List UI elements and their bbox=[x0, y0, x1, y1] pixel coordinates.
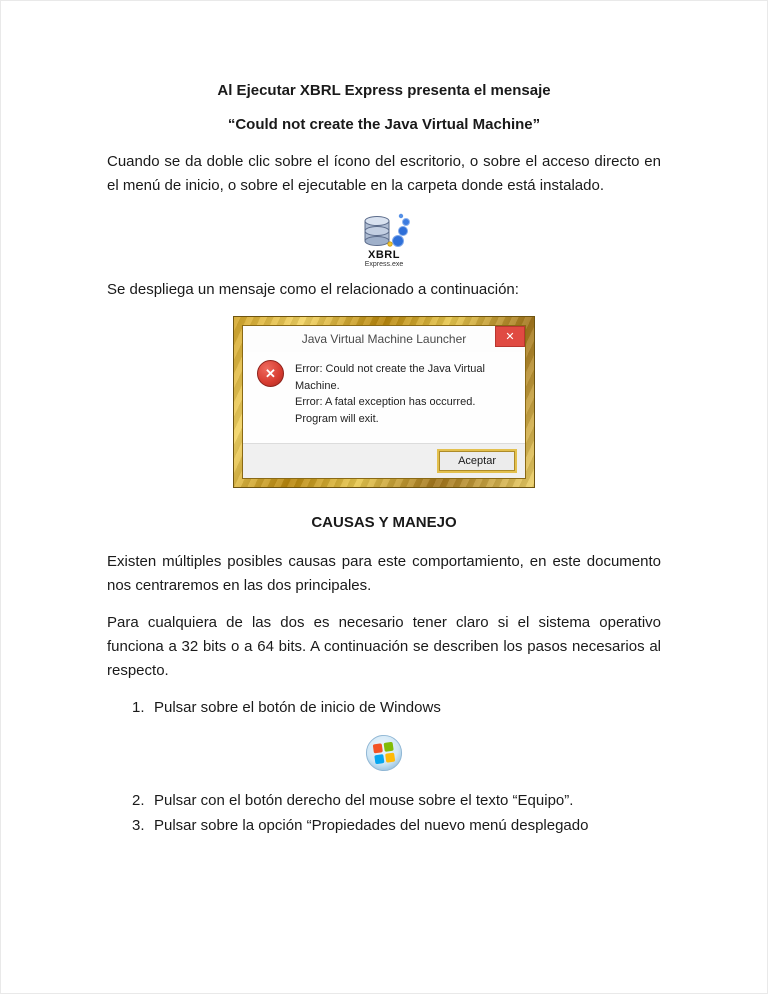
dialog-error-text bbox=[295, 360, 513, 427]
section-heading: CAUSAS Y MANEJO bbox=[311, 514, 457, 531]
step-text: Pulsar sobre la opción “Propiedades del nuevo menú desplegado bbox=[154, 817, 589, 834]
step-text: Pulsar sobre el botón de inicio de Windows bbox=[154, 699, 441, 716]
paragraph-message: Se despliega un mensaje como el relacionado a continuación: bbox=[107, 281, 519, 298]
dialog-footer bbox=[243, 443, 525, 478]
dialog-error-line1: Error: Could not create the Java Virtual Machine. bbox=[295, 363, 485, 392]
step-item-1 bbox=[107, 696, 661, 720]
dialog-body bbox=[243, 352, 525, 443]
dialog-error-line2: Error: A fatal exception has occurred. Program will exit. bbox=[295, 396, 476, 425]
jvm-error-dialog bbox=[242, 325, 526, 479]
dialog-title: Java Virtual Machine Launcher bbox=[301, 332, 467, 346]
xbrl-app-figure bbox=[107, 211, 661, 268]
step-item-3 bbox=[107, 814, 661, 838]
step-number: 3. bbox=[132, 817, 145, 834]
dialog-titlebar bbox=[243, 326, 525, 352]
error-icon: ✕ bbox=[257, 360, 284, 387]
windows-start-icon bbox=[365, 734, 403, 772]
step-number: 2. bbox=[132, 792, 145, 809]
xbrl-app-label: XBRL bbox=[368, 249, 400, 261]
step-number: 1. bbox=[132, 699, 145, 716]
xbrl-app-caption: Express.exe bbox=[364, 261, 404, 268]
paragraph-causes: Existen múltiples posibles causas para este comportamiento, en este documento nos centraremos en las dos principales. bbox=[107, 553, 661, 594]
windows-start-figure bbox=[107, 734, 661, 777]
error-dialog-screenshot bbox=[233, 316, 535, 488]
paragraph-bits: Para cualquiera de las dos es necesario tener claro si el sistema operativo funciona a 32 bits o a 64 bits. A continuación se describen los pasos necesarios al respecto. bbox=[107, 614, 661, 679]
step-text: Pulsar con el botón derecho del mouse sobre el texto “Equipo”. bbox=[154, 792, 574, 809]
doc-title-line1: Al Ejecutar XBRL Express presenta el mensaje bbox=[217, 82, 551, 99]
close-icon[interactable]: ✕ bbox=[495, 326, 525, 347]
step-item-2 bbox=[107, 789, 661, 813]
aceptar-button[interactable]: Aceptar bbox=[439, 451, 515, 471]
doc-title-line2: “Could not create the Java Virtual Machine” bbox=[227, 116, 541, 133]
paragraph-intro: Cuando se da doble clic sobre el ícono del escritorio, o sobre el acceso directo en el menú de inicio, o sobre el ejecutable en la carpeta donde está instalado. bbox=[107, 153, 661, 194]
